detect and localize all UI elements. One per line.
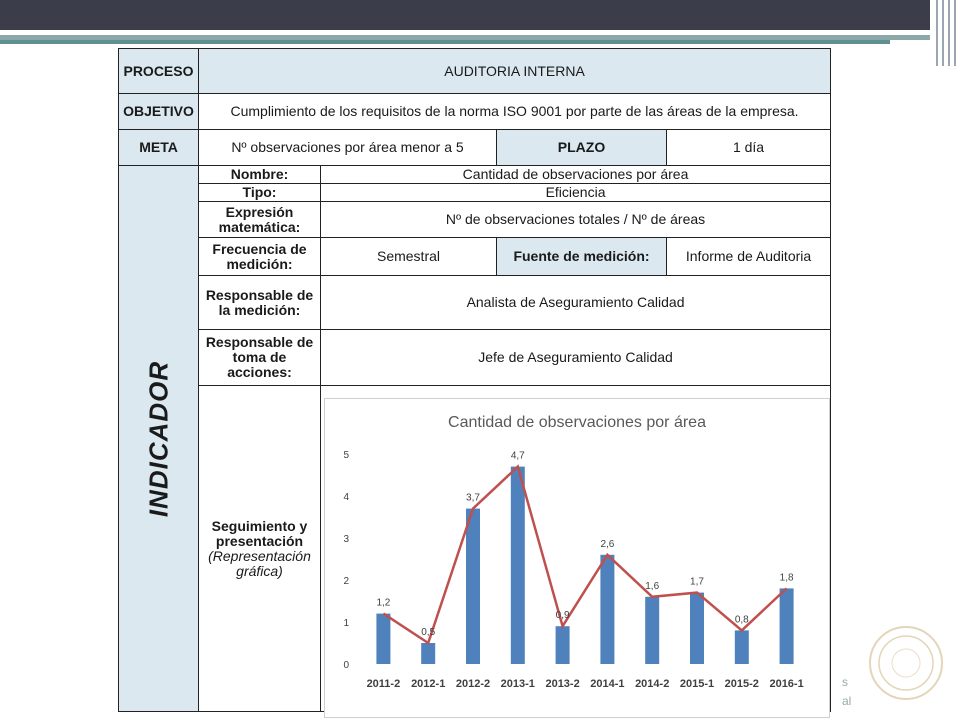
data-label: 1,2 (376, 597, 391, 609)
y-tick-label: 3 (343, 534, 349, 545)
bar (600, 555, 614, 664)
data-label: 1,8 (779, 572, 794, 584)
tipo-value: Eficiencia (321, 184, 831, 202)
chart-title: Cantidad de observaciones por área (448, 414, 706, 431)
seguimiento-note: (Representación gráfica) (208, 547, 311, 579)
data-label: 1,7 (690, 576, 704, 588)
bar (511, 467, 525, 664)
bar (735, 630, 749, 664)
resp-medicion-value: Analista de Aseguramiento Calidad (321, 276, 831, 330)
slide-accent-strip-dark (0, 40, 890, 44)
x-tick-label: 2011-2 (366, 678, 401, 690)
data-label: 1,6 (645, 580, 660, 592)
indicador-label: INDICADOR (143, 360, 173, 517)
resp-acciones-value: Jefe de Aseguramiento Calidad (321, 330, 831, 386)
slide-top-bar (0, 0, 930, 30)
seguimiento-label: Seguimiento y presentación (211, 517, 308, 549)
university-seal-icon (868, 625, 944, 701)
y-tick-label: 5 (343, 450, 349, 461)
expresion-row (119, 202, 831, 238)
indicador-cell (119, 166, 199, 712)
bar (466, 509, 480, 664)
x-tick-label: 2012-2 (455, 678, 491, 690)
frecuencia-row (119, 238, 831, 276)
bar (690, 593, 704, 664)
x-tick-label: 2013-2 (545, 678, 580, 690)
y-tick-label: 2 (343, 576, 349, 587)
data-label: 0,9 (555, 610, 570, 622)
x-tick-label: 2014-1 (590, 678, 625, 690)
resp-medicion-label: Responsable de la medición: (199, 276, 321, 330)
data-label: 0,5 (421, 627, 436, 638)
seguimiento-cell (199, 386, 321, 712)
bar (556, 626, 570, 664)
chart-svg (325, 399, 829, 717)
bar (421, 643, 435, 664)
expresion-label: Expresión matemática: (199, 202, 321, 238)
x-tick-label: 2015-2 (724, 678, 759, 690)
x-tick-label: 2015-1 (679, 678, 715, 690)
fuente-label: Fuente de medición: (497, 238, 667, 276)
tipo-label: Tipo: (199, 184, 321, 202)
objetivo-label: OBJETIVO (119, 94, 199, 130)
data-label: 3,7 (466, 492, 480, 504)
data-label: 4,7 (510, 450, 525, 462)
trend-line (383, 467, 786, 643)
y-tick-label: 4 (343, 492, 349, 503)
nombre-value: Cantidad de observaciones por área (321, 166, 831, 184)
frecuencia-label: Frecuencia de medición: (199, 238, 321, 276)
meta-value: Nº observaciones por área menor a 5 (199, 130, 497, 166)
footer-fragment-2: al (842, 694, 852, 708)
x-tick-label: 2013-1 (500, 678, 535, 690)
resp-medicion-row (119, 276, 831, 330)
slide-corner-decoration (930, 0, 960, 66)
y-tick-label: 0 (343, 660, 349, 671)
nombre-row (119, 166, 831, 184)
resp-acciones-row (119, 330, 831, 386)
tipo-row (119, 184, 831, 202)
objetivo-value: Cumplimiento de los requisitos de la norma ISO 9001 por parte de las áreas de la empresa. (199, 94, 831, 130)
x-tick-label: 2016-1 (769, 678, 804, 690)
footer-fragment-1: s (842, 675, 848, 689)
x-tick-label: 2014-2 (635, 678, 670, 690)
y-tick-label: 1 (343, 618, 349, 629)
expresion-value: Nº de observaciones totales / Nº de áreas (321, 202, 831, 238)
plazo-value: 1 día (667, 130, 831, 166)
x-tick-label: 2012-1 (411, 678, 446, 690)
meta-label: META (119, 130, 199, 166)
observations-chart (324, 398, 830, 718)
frecuencia-value: Semestral (321, 238, 497, 276)
meta-row (119, 130, 831, 166)
objetivo-row (119, 94, 831, 130)
proceso-value: AUDITORIA INTERNA (199, 49, 831, 94)
data-label: 2,6 (600, 538, 615, 550)
indicator-sheet (118, 48, 830, 718)
proceso-label: PROCESO (119, 49, 199, 94)
data-label: 0,8 (734, 614, 749, 626)
fuente-value: Informe de Auditoria (667, 238, 831, 276)
bar (780, 588, 794, 664)
bar (376, 614, 390, 664)
resp-acciones-label: Responsable de toma de acciones: (199, 330, 321, 386)
proceso-row (119, 49, 831, 94)
plazo-label: PLAZO (497, 130, 667, 166)
bar (645, 597, 659, 664)
nombre-label: Nombre: (199, 166, 321, 184)
